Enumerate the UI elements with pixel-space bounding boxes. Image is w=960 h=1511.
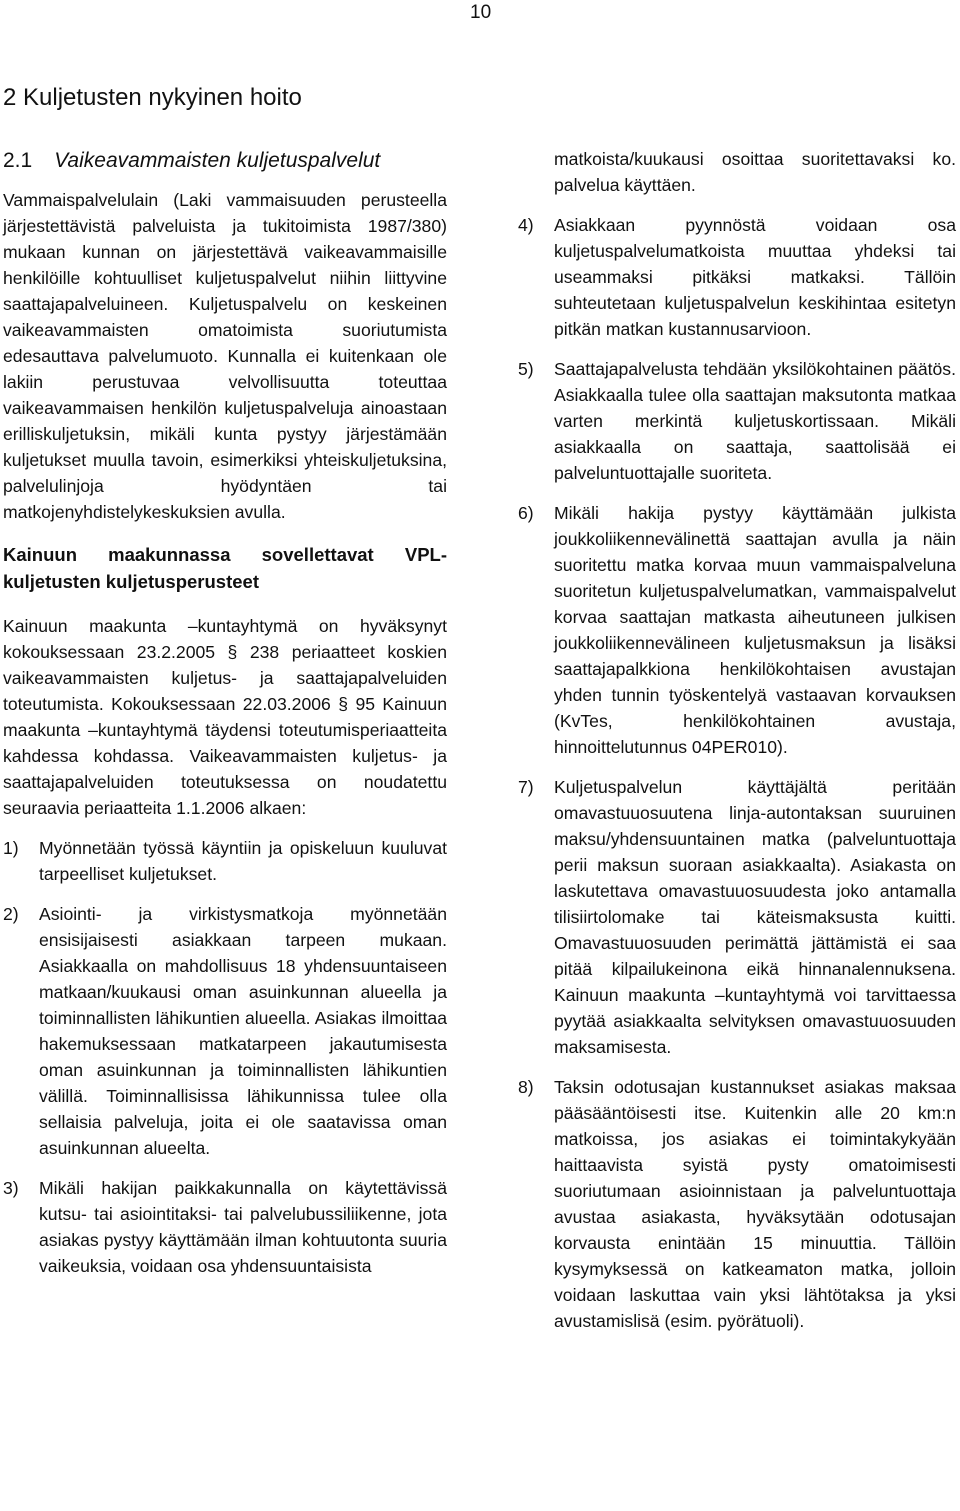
list-item (518, 774, 956, 1060)
right-column (518, 146, 956, 1348)
list-item-marker: 4) (518, 215, 534, 235)
criteria-list-left (3, 835, 447, 1279)
list-item-text: Mikäli hakijan paikkakunnalla on käytettävissä kutsu- tai asiointitaksi- tai palvelubussiliikenne, jota asiakas pystyy käyttämään ilman kohtuutonta suuria vaikeuksia, voidaan osa yhdensuuntaisista (39, 1178, 447, 1276)
list-item-marker: 1) (3, 838, 19, 858)
list-item-marker: 2) (3, 904, 19, 924)
list-item (518, 500, 956, 760)
section-number: 2.1 (3, 149, 33, 172)
kainuu-heading: Kainuun maakunnassa sovellettavat VPL-kuljetusten kuljetusperusteet (3, 544, 447, 592)
list-item-marker: 5) (518, 359, 534, 379)
list-item-text: Asiakkaan pyynnöstä voidaan osa kuljetuspalvelumatkoista muuttaa yhdeksi tai useammaksi pitkäksi matkaksi. Tällöin suhteutetaan kuljetuspalvelun keskihintaa esitetyn pitkän matkan kustannusarvioon. (554, 215, 956, 339)
list-item (3, 901, 447, 1161)
kainuu-paragraph: Kainuun maakunta –kuntayhtymä on hyväksynyt kokouksessaan 23.2.2005 § 238 periaatteet koskien vaikeavammaisten kuljetus- ja saattajapalveluiden toteutumista. Kokouksessaan 22.03.2006 § 95 Kainuun maakunta –kuntayhtymä täydensi toteutumisperiaatteita kahdessa kohdassa. Vaikeavammaisten kuljetus- ja saattajapalveluiden toteutuksessa on noudatettu seuraavia periaatteita 1.1.2006 alkaen: (3, 616, 447, 818)
list-item-continuation: matkoista/kuukausi osoittaa suoritettavaksi ko. palvelua käyttäen. (554, 149, 956, 195)
list-item-marker: 3) (3, 1178, 19, 1198)
section-heading (3, 146, 447, 175)
list-item-marker: 7) (518, 777, 534, 797)
list-item-marker: 6) (518, 503, 534, 523)
list-item-text: Kuljetuspalvelun käyttäjältä peritään omavastuuosuutena linja-autontaksan suuruinen maksu/yhdensuuntainen matka (palveluntuottaja perii maksun suoraan asiakkaalta). Asiakasta on laskutettava omavastuuosuudesta joko antamalla tilisiirtolomake tai käteismaksusta kuitti. Omavastuuosuuden perimättä jättämistä ei saa pitää kilpailukeinona eikä hinnanalennuksena. Kainuun maakunta –kuntayhtymä voi tarvittaessa pyytää asiakkaalta selvityksen omavastuuosuuden maksamisesta. (554, 777, 956, 1057)
page-number: 10 (470, 2, 492, 23)
criteria-list-right (518, 212, 956, 1334)
left-column (3, 146, 447, 1293)
intro-paragraph: Vammaispalvelulain (Laki vammaisuuden perusteella järjestettävistä palveluista ja tukitoimista 1987/380) mukaan kunnan on järjestettävä vaikeavammaisille henkilöille kohtuulliset kuljetuspalvelut niihin liittyvine saattajapalveluineen. Kuljetuspalvelu on keskeinen vaikeavammaisten omatoimista suoriutumista edesauttava palvelumuoto. Kunnalla ei kuitenkaan ole lakiin perustuvaa velvollisuutta toteuttaa vaikeavammaisen henkilön kuljetuspalveluja ainoastaan erilliskuljetuksin, mikäli kunta pystyy järjestämään kuljetukset muulla tavoin, esimerkiksi yhteiskuljetuksina, palvelulinjoja hyödyntäen tai matkojenyhdistelykeskuksien avulla. (3, 190, 447, 522)
list-item (518, 356, 956, 486)
list-item-text: Myönnetään työssä käyntiin ja opiskeluun kuuluvat tarpeelliset kuljetukset. (39, 838, 447, 884)
list-item-text: Saattajapalvelusta tehdään yksilökohtainen päätös. Asiakkaalla tulee olla saattajan maksutonta matkaa varten merkintä kuljetuskortissaan. Mikäli asiakkaalla on saattaja, saattolisää ei palveluntuottajalle suoriteta. (554, 359, 956, 483)
section-title: Vaikeavammaisten kuljetuspalvelut (54, 149, 381, 172)
list-item-text: Mikäli hakija pystyy käyttämään julkista joukkoliikennevälinettä saattajan avulla ja näin suoritettu matka korvaa muun vammaispalveluna suoritetun kuljetuspalvelumatkan, vammaispalvelut korvaa saattajan matkasta aiheutuneen julkisen joukkoliikennevälineen kuljetusmaksun ja lisäksi saattajapalkkiona henkilökohtaisen avustajan yhden tunnin työskentelyä vastaavan korvauksen (KvTes, henkilökohtainen avustaja, hinnoittelutunnus 04PER010). (554, 503, 956, 757)
list-item (3, 835, 447, 887)
list-item (3, 1175, 447, 1279)
list-item-text: Taksin odotusajan kustannukset asiakas maksaa pääsääntöisesti itse. Kuitenkin alle 20 km:n matkoissa, jos asiakas ei toimintakykyään haittaavista syistä pysty omatoimisesti suoriutumaan asioinnistaan ja palveluntuottaja avustaa asiakasta, hyväksytään odotusajan korvausta enintään 15 minuuttia. Tällöin kysymyksessä on katkeamaton matka, jolloin voidaan laskuttaa vain yksi lähtötaksa ja yksi avustamislisä (esim. pyörätuoli). (554, 1077, 956, 1331)
list-item-marker: 8) (518, 1077, 534, 1097)
list-item (518, 1074, 956, 1334)
chapter-heading: 2 Kuljetusten nykyinen hoito (3, 84, 302, 111)
list-item (518, 212, 956, 342)
list-item-text: Asiointi- ja virkistysmatkoja myönnetään ensisijaisesti asiakkaan tarpeen mukaan. Asiakkaalla on mahdollisuus 18 yhdensuuntaiseen matkaan/kuukausi oman asuinkunnan alueella ja toiminnallisten lähikuntien alueella. Asiakas ilmoittaa hakemuksessaan matkatarpeen jakautumisesta oman asuinkunnan ja toiminnallisten lähikuntien välillä. Toiminnallisissa lähikunnissa tulee olla sellaisia palveluja, joita ei ole saatavissa oman asuinkunnan alueelta. (39, 904, 447, 1158)
